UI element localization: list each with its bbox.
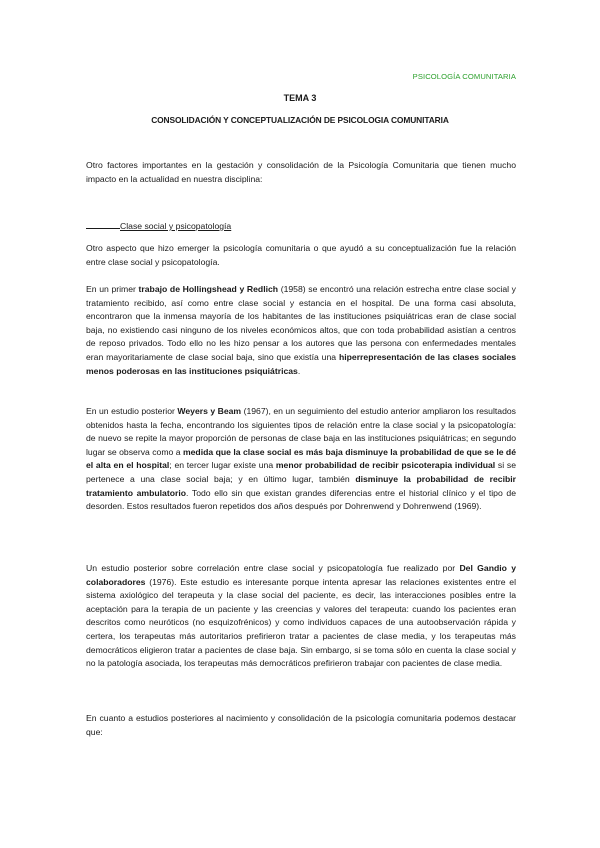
running-header: PSICOLOGÍA COMUNITARIA <box>412 72 516 81</box>
intro-paragraph: Otro factores importantes en la gestación y consolidación de la Psicología Comunitaria que tienen mucho impacto en la actualidad en nuestra disciplina: <box>86 160 516 184</box>
paragraph-4: Un estudio posterior sobre correlación entre clase social y psicopatología fue realizado por Del Gandio y colaboradores (1976). Este estudio es interesante porque intenta apresar las relaciones existentes entre el sistema axiológico del terapeuta y la clase social del paciente, es decir, las interacciones posibles entre la aceptación para la terapia de un paciente y las creencias y valores del terapeuta: cuando los pacientes eran descritos como neuróticos (no esquizofrénicos) y como individuos capaces de una autoobservación rápida y certera, los terapeutas más autoritarios prefirieron tratar a pacientes de clase media, y los terapeutas más democráticos eligieron tratar a pacientes de clase baja. Sin embargo, si se toma sólo en cuenta la clase social y no la patología asociada, los terapeutas más democráticos prefirieron trabajar con pacientes de clase media. <box>86 563 517 669</box>
section-heading-text: Clase social y psicopatología <box>120 221 232 231</box>
heading-leader-line <box>86 219 120 229</box>
document-title: CONSOLIDACIÓN Y CONCEPTUALIZACIÓN DE PSICOLOGIA COMUNITARIA <box>151 115 449 125</box>
paragraph-2: En un primer trabajo de Hollingshead y Redlich (1958) se encontró una relación estrecha entre clase social y tratamiento recibido, así como entre clase social y estancia en el hospital. De una forma casi absoluta, encontraron que la inmensa mayoría de los habitantes de las instituciones psiquiátricas eran de clase social baja, no existiendo casi ninguno de los niveles económicos altos, que con toda probabilidad asistían a centros de reposo privados. Todo ello no les hizo pensar a los autores que las persona con enfermedades mentales eran mayoritariamente de clase social baja, sino que existía una hiperrepresentación de las clases sociales menos poderosas en las instituciones psiquiátricas. <box>86 284 516 376</box>
section-heading <box>86 219 231 233</box>
theme-number: TEMA 3 <box>283 93 317 103</box>
paragraph-3: En un estudio posterior Weyers y Beam (1967), en un seguimiento del estudio anterior ampliaron los resultados obtenidos hasta la fecha, encontrando los siguientes tipos de relación entre la clase social y la psicopatología: de nuevo se repite la mayor proporción de personas de clase baja en las instituciones psiquiátricas; en segundo lugar se observa como a medida que la clase social es más baja disminuye la probabilidad de que se le dé el alta en el hospital; en tercer lugar existe una menor probabilidad de recibir psicoterapia individual si se pertenece a una clase social baja; y en último lugar, también disminuye la probabilidad de recibir tratamiento ambulatorio. Todo ello sin que existan grandes diferencias entre el historial clínico y el tipo de desorden. Estos resultados fueron repetidos dos años después por Dohrenwend y Dohrenwend (1969). <box>86 406 517 512</box>
paragraph-1: Otro aspecto que hizo emerger la psicología comunitaria o que ayudó a su conceptualización fue la relación entre clase social y psicopatología. <box>86 243 516 267</box>
paragraph-5: En cuanto a estudios posteriores al nacimiento y consolidación de la psicología comunitaria podemos destacar que: <box>86 713 516 737</box>
